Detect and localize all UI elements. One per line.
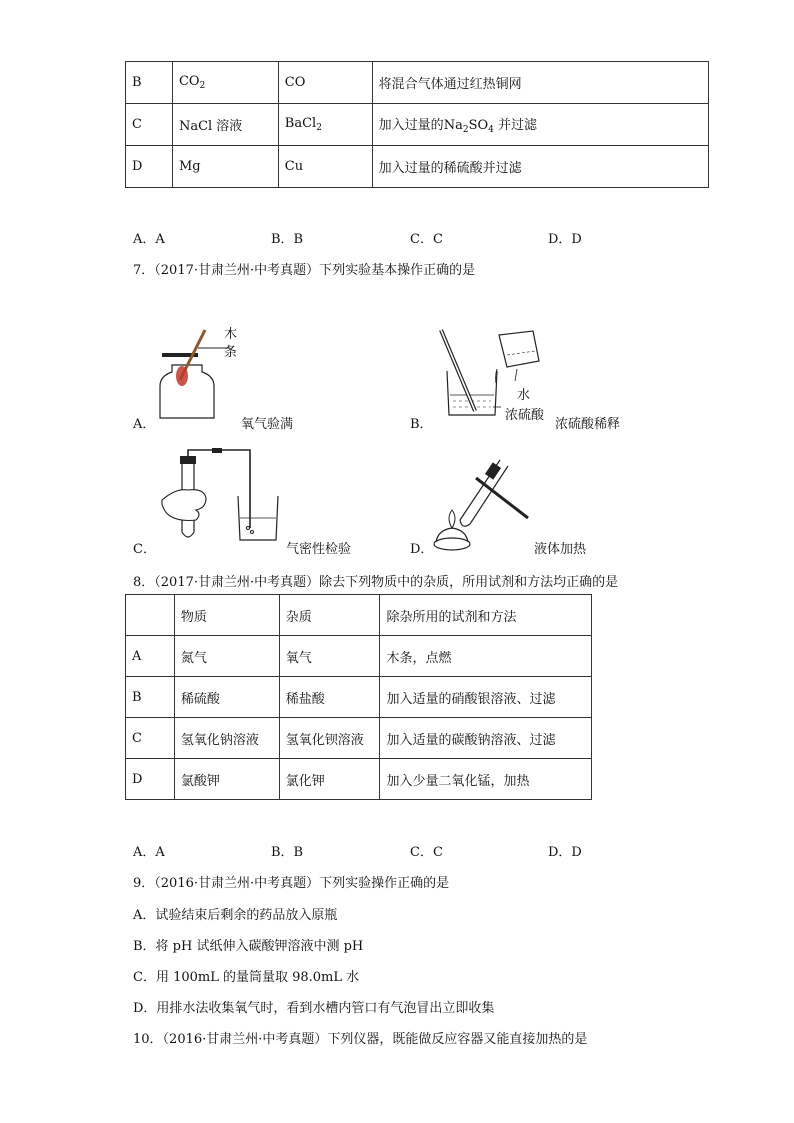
q8-table [125,594,592,800]
q6-choice-c[interactable]: C．C [410,232,443,247]
substance-cell: 稀硫酸 [174,677,279,718]
method-cell: 加入过量的$Na_2SO_4$ 并过滤 [372,104,708,146]
q7-option-b-caption: 浓硫酸稀释 [555,417,621,432]
q9-option-b[interactable]: B．将 pH 试纸伸入碳酸钾溶液中测 pH [133,939,364,954]
impurity-cell: 氢氧化钡溶液 [279,718,380,759]
q6-choice-b[interactable]: B．B [271,232,304,247]
option-cell: C [126,718,175,759]
table-row [126,146,709,188]
table-row [126,62,709,104]
q7-option-c-label[interactable]: C． [133,542,156,557]
q8-choice-d[interactable]: D．D [548,845,582,860]
q8-stem: 8．（2017·甘肃兰州·中考真题）除去下列物质中的杂质，所用试剂和方法均正确的是 [133,575,619,590]
table-row [126,677,592,718]
wood-stick-label-2: 条 [224,345,238,360]
q7-option-a-label[interactable]: A． [133,417,156,432]
impurity-cell: BaCl$_2$ [278,104,372,146]
impurity-cell: Cu [278,146,372,188]
q9-option-a[interactable]: A．试验结束后剩余的药品放入原瓶 [133,908,338,923]
option-cell: D [126,759,175,800]
method-cell: 加入过量的稀硫酸并过滤 [372,146,708,188]
q6-choice-d[interactable]: D．D [548,232,582,247]
method-cell: 加入适量的硝酸银溶液、过滤 [380,677,592,718]
impurity-cell: CO [278,62,372,104]
table-row [126,718,592,759]
q8-choice-c[interactable]: C．C [410,845,443,860]
option-cell: A [126,636,175,677]
q6-choice-a[interactable]: A．A [133,232,165,247]
q7-stem: 7．（2017·甘肃兰州·中考真题）下列实验基本操作正确的是 [133,263,476,278]
substance-cell: 氮气 [174,636,279,677]
impurity-cell: 氧气 [279,636,380,677]
q8-choice-b[interactable]: B．B [271,845,304,860]
q7-option-a-caption: 氧气验满 [241,417,294,432]
header-cell: 杂质 [279,595,380,636]
q7-option-b-label[interactable]: B． [410,417,433,432]
liquid-heating-diagram [430,448,540,553]
water-label: 水 [517,388,531,403]
header-cell: 除杂所用的试剂和方法 [380,595,592,636]
option-cell: D [126,146,173,188]
substance-cell: Mg [172,146,278,188]
q9-stem: 9．（2016·甘肃兰州·中考真题）下列实验操作正确的是 [133,876,450,891]
q9-option-d[interactable]: D．用排水法收集氧气时，看到水槽内管口有气泡冒出立即收集 [133,1001,495,1016]
header-cell [126,595,175,636]
substance-cell: NaCl 溶液 [172,104,278,146]
q6-table [125,61,709,188]
method-cell: 将混合气体通过红热铜网 [372,62,708,104]
option-cell: C [126,104,173,146]
option-cell: B [126,677,175,718]
substance-cell: 氢氧化钠溶液 [174,718,279,759]
method-cell: 加入少量二氧化锰，加热 [380,759,592,800]
table-header-row [126,595,592,636]
table-row [126,104,709,146]
header-cell: 物质 [174,595,279,636]
wood-stick-label-1: 木 [224,327,238,342]
q7-option-d-caption: 液体加热 [534,542,587,557]
conc-acid-label: 浓硫酸 [505,408,545,423]
q9-option-c[interactable]: C．用 100mL 的量筒量取 98.0mL 水 [133,970,360,985]
table-row [126,636,592,677]
method-cell: 加入适量的碳酸钠溶液、过滤 [380,718,592,759]
impurity-cell: 稀盐酸 [279,677,380,718]
substance-cell: 氯酸钾 [174,759,279,800]
q7-option-c-caption: 气密性检验 [286,542,352,557]
impurity-cell: 氯化钾 [279,759,380,800]
q7-option-d-label[interactable]: D． [410,542,434,557]
airtightness-diagram [160,448,285,543]
table-row [126,759,592,800]
q8-choice-a[interactable]: A．A [133,845,165,860]
q10-stem: 10．（2016·甘肃兰州·中考真题）下列仪器，既能做反应容器又能直接加热的是 [133,1032,588,1047]
option-cell: B [126,62,173,104]
method-cell: 木条，点燃 [380,636,592,677]
substance-cell: $CO_2$ [172,62,278,104]
